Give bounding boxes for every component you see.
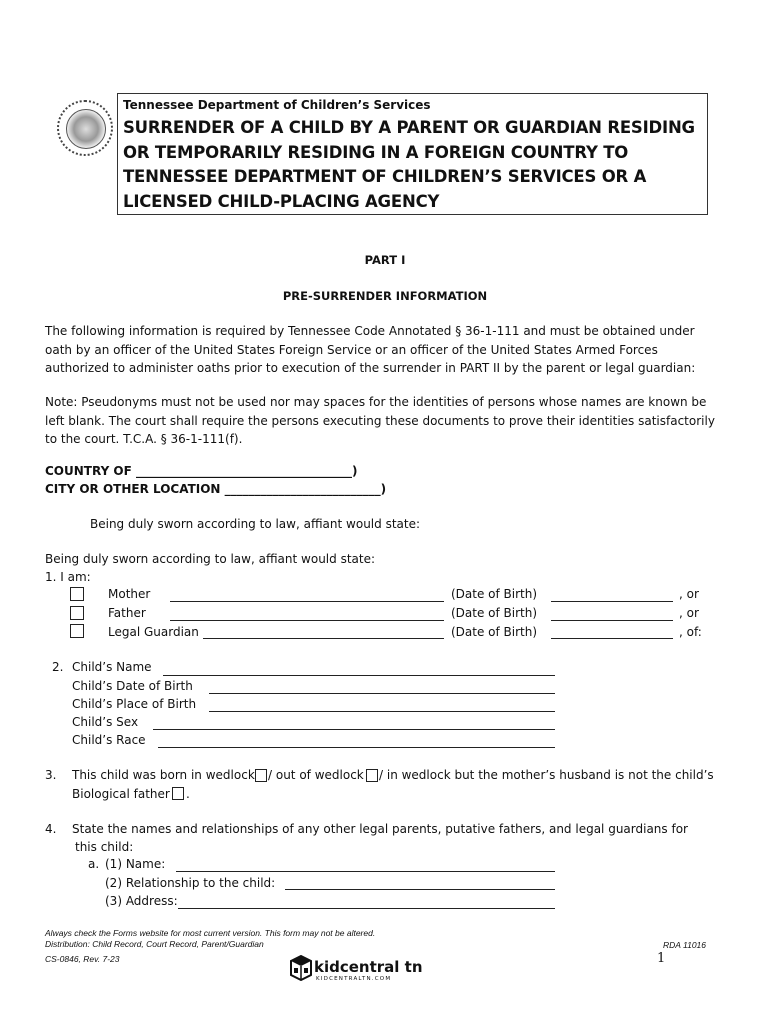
mother-name-line[interactable] — [170, 601, 444, 602]
child-sex-label: Child’s Sex — [72, 715, 139, 729]
out-of-wedlock-checkbox[interactable] — [366, 769, 378, 782]
father-suffix: , or — [679, 606, 699, 620]
footer-distribution: Distribution: Child Record, Court Record, Parent/Guardian — [45, 939, 264, 949]
child-pob-label: Child’s Place of Birth — [72, 697, 197, 711]
child-race-label: Child’s Race — [72, 733, 146, 747]
q4-text-2: this child: — [75, 840, 134, 854]
q3-out-of-wedlock-text: / out of wedlock — [268, 768, 364, 782]
q4-relationship-line[interactable] — [285, 889, 555, 890]
q1-label: 1. I am: — [45, 570, 91, 584]
q4-address-line[interactable] — [178, 908, 555, 909]
q4-relationship-label: (2) Relationship to the child: — [105, 876, 276, 890]
kidcentral-logo-url: KIDCENTRALTN.COM — [316, 976, 392, 982]
sworn-statement-indented: Being duly sworn according to law, affiant would state: — [90, 517, 421, 531]
child-dob-label: Child’s Date of Birth — [72, 679, 193, 693]
q3-number: 3. — [45, 768, 57, 782]
father-dob-label: (Date of Birth) — [451, 606, 538, 620]
biological-father-checkbox[interactable] — [172, 787, 184, 800]
mother-dob-line[interactable] — [551, 601, 673, 602]
country-field[interactable]: COUNTRY OF ____________________________________) — [45, 464, 358, 478]
mother-dob-label: (Date of Birth) — [451, 587, 538, 601]
father-label: Father — [108, 606, 146, 620]
child-name-line[interactable] — [163, 675, 555, 676]
child-pob-line[interactable] — [209, 711, 555, 712]
guardian-dob-line[interactable] — [551, 638, 673, 639]
footer-form-number: CS-0846, Rev. 7-23 — [45, 954, 120, 964]
guardian-label: Legal Guardian — [108, 625, 199, 639]
guardian-suffix: , of: — [679, 625, 702, 639]
q2-number: 2. — [52, 660, 64, 674]
section-heading: PRE-SURRENDER INFORMATION — [282, 289, 488, 303]
agency-name: Tennessee Department of Children’s Services — [123, 98, 431, 112]
child-dob-line[interactable] — [209, 693, 555, 694]
q4-number: 4. — [45, 822, 57, 836]
part-heading: PART I — [364, 253, 406, 267]
sworn-statement: Being duly sworn according to law, affiant would state: — [45, 552, 376, 566]
mother-label: Mother — [108, 587, 151, 601]
footer-rda-code: RDA 11016 — [663, 940, 706, 950]
city-field[interactable]: CITY OR OTHER LOCATION __________________________) — [45, 482, 387, 496]
q4-name-line[interactable] — [176, 871, 555, 872]
child-race-line[interactable] — [158, 747, 555, 748]
q4-a-label: a. — [88, 857, 100, 871]
intro-paragraph: The following information is required by Tennessee Code Annotated § 36-1-111 and must be obtained under oath by an officer of the United States Foreign Service or an officer of the United States Armed Forces authorized to administer oaths prior to execution of the surrender in PART II by the parent or legal guardian: — [45, 324, 696, 375]
kidcentral-logo-text: kidcentral tn — [314, 958, 423, 976]
q3-bio-father-text: Biological father — [72, 787, 170, 801]
q4-name-label: (1) Name: — [105, 857, 166, 871]
kidcentral-logo-icon — [290, 955, 312, 981]
q3-in-wedlock-text: This child was born in wedlock — [72, 768, 255, 782]
q3-period: . — [186, 787, 190, 801]
child-sex-line[interactable] — [153, 729, 555, 730]
in-wedlock-checkbox[interactable] — [255, 769, 267, 782]
form-title: SURRENDER OF A CHILD BY A PARENT OR GUARDIAN RESIDING OR TEMPORARILY RESIDING IN A FOREIGN COUNTRY TO TENNESSEE DEPARTMENT OF CHILDREN’S SERVICES OR A LICENSED CHILD-PLACING AGENCY — [123, 118, 695, 211]
note-paragraph: Note: Pseudonyms must not be used nor may spaces for the identities of persons whose names are known be left blank. The court shall require the persons executing these documents to prove their identities satisfactorily to the court. T.C.A. § 36-1-111(f). — [45, 395, 715, 446]
q3-not-husband-text: / in wedlock but the mother’s husband is not the child’s — [379, 768, 714, 782]
guardian-checkbox[interactable] — [70, 624, 84, 638]
mother-suffix: , or — [679, 587, 699, 601]
page-number: 1 — [657, 951, 666, 966]
guardian-name-line[interactable] — [203, 638, 444, 639]
mother-checkbox[interactable] — [70, 587, 84, 601]
child-name-label: Child’s Name — [72, 660, 152, 674]
footer-notice: Always check the Forms website for most current version. This form may not be altered. — [45, 928, 376, 938]
state-seal-icon — [57, 100, 113, 156]
q4-text: State the names and relationships of any other legal parents, putative fathers, and legal guardians for — [72, 822, 688, 836]
father-dob-line[interactable] — [551, 620, 673, 621]
guardian-dob-label: (Date of Birth) — [451, 625, 538, 639]
father-checkbox[interactable] — [70, 606, 84, 620]
q4-address-label: (3) Address: — [105, 894, 178, 908]
father-name-line[interactable] — [170, 620, 444, 621]
